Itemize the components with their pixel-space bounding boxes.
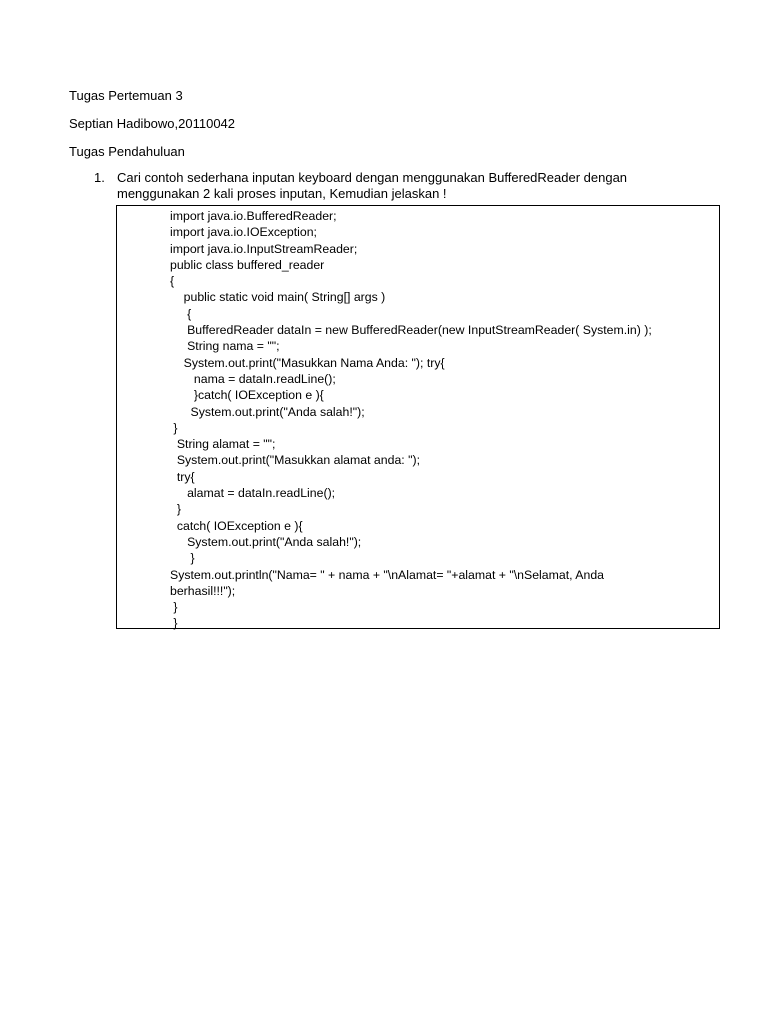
code-listing	[170, 208, 711, 632]
code-line: String alamat = "";	[170, 437, 276, 452]
code-line: import java.io.InputStreamReader;	[170, 241, 358, 256]
code-line: try{	[170, 469, 195, 484]
code-line: alamat = dataIn.readLine();	[170, 486, 336, 501]
code-line: }	[170, 420, 178, 435]
code-line: System.out.print("Anda salah!");	[170, 534, 362, 549]
code-line: System.out.println("Nama= " + nama + "\nAlamat= "+alamat + "\nSelamat, Anda berhasil!!!");	[170, 567, 604, 598]
code-line: String nama = "";	[170, 339, 280, 354]
code-line: }	[170, 600, 178, 615]
question-text: Cari contoh sederhana inputan keyboard dengan menggunakan BufferedReader dengan menggunakan 2 kali proses inputan, Kemudian jelaskan !	[117, 170, 628, 201]
code-line: {	[170, 274, 175, 289]
code-line: public static void main( String[] args )	[170, 290, 386, 305]
code-line: }	[170, 551, 195, 566]
code-line: import java.io.BufferedReader;	[170, 209, 337, 223]
document-title: Tugas Pertemuan 3	[69, 88, 183, 103]
question-number: 1.	[94, 170, 105, 185]
code-line: public class buffered_reader	[170, 257, 325, 272]
code-line: }catch( IOException e ){	[170, 388, 324, 403]
code-line: }	[170, 502, 181, 517]
code-line: System.out.print("Masukkan alamat anda: ");	[170, 453, 420, 468]
code-line: System.out.print("Anda salah!");	[170, 404, 365, 419]
code-block	[116, 205, 720, 629]
code-line: System.out.print("Masukkan Nama Anda: "); try{	[170, 355, 445, 370]
code-line: }	[170, 616, 178, 631]
section-heading: Tugas Pendahuluan	[69, 144, 185, 159]
code-line: import java.io.IOException;	[170, 225, 317, 240]
code-line: nama = dataIn.readLine();	[170, 371, 336, 386]
code-line: {	[170, 306, 192, 321]
code-line: catch( IOException e ){	[170, 518, 303, 533]
author-name: Septian Hadibowo,20110042	[69, 116, 236, 131]
code-line: BufferedReader dataIn = new BufferedReader(new InputStreamReader( System.in) );	[170, 323, 652, 338]
